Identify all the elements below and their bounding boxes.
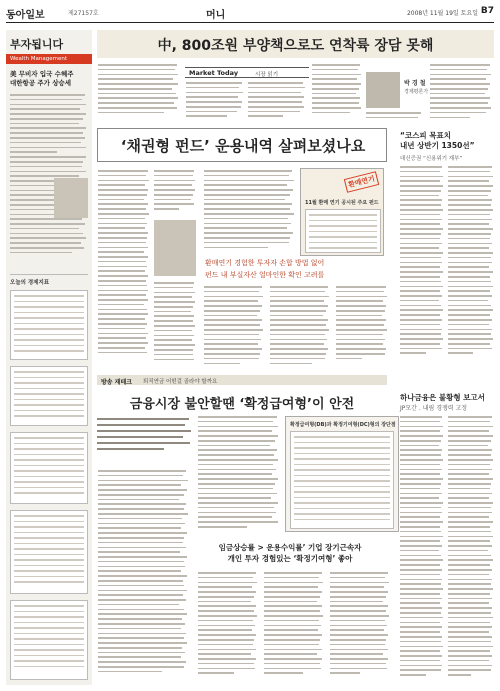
- fund-article-text-col-4: [204, 170, 296, 254]
- right-headline-1-line-2: 내년 상반기 1350선”: [400, 141, 475, 150]
- right-article-subhead-2: JP모간 . 내림 경쟁력 고정: [400, 405, 468, 412]
- sidebar-photo: [54, 178, 88, 218]
- sidebar-headline: [10, 70, 90, 88]
- fund-infobox-table: [305, 209, 381, 253]
- fund-subheadline-1: 환매연기 경험한 투자자 손합 방법 없어: [205, 259, 325, 267]
- redemption-delay-stamp: 환매연기: [344, 171, 379, 193]
- pension-column-label: 방송 재테크: [101, 378, 133, 386]
- banner-headline-box: [97, 30, 494, 58]
- pension-headline: 금융시장 불안할땐 ‘확정급여형’이 안전: [129, 397, 355, 412]
- indicator-table-3: [10, 432, 88, 504]
- fund-article-text-col-5: [204, 286, 264, 370]
- market-column-text-col-3: [312, 64, 362, 122]
- fund-subheadline-2: 펀드 내 부실자산 얼마인한 확인 고려를: [205, 271, 325, 279]
- pull-quote-line-2: 개인 투자 경험있는 ‘확정기여형’ 좋아: [227, 554, 353, 563]
- section-title: 머니: [206, 10, 226, 21]
- page-number: B7: [480, 6, 494, 16]
- pension-article-text-col-3: [198, 572, 258, 684]
- right-headline-1-line-1: “코스피 목표치: [400, 131, 452, 140]
- sidebar-subtitle: Wealth Management: [6, 54, 92, 64]
- right-article-text-col-1: [400, 166, 444, 372]
- masthead: [6, 5, 494, 23]
- main-headline-box: [97, 128, 387, 162]
- fund-article-text-col-3: [154, 282, 196, 370]
- sidebar-headline-line-1: 美 무비자 입국 수혜주: [10, 70, 74, 78]
- market-column-text-col-4: [366, 112, 424, 124]
- pension-article-text-col-2: [198, 416, 280, 538]
- left-sidebar: [6, 30, 92, 685]
- fund-infobox-title: 11월 환매 연기 공시된 주요 펀드: [305, 200, 379, 206]
- author-name: 박 경 철: [404, 80, 426, 87]
- fund-article-photo: [154, 220, 196, 276]
- pension-comparison-table: [290, 431, 394, 529]
- fund-article-text-col-6: [270, 286, 330, 370]
- market-column-text-col-5: [430, 64, 492, 124]
- indicator-table-4: [10, 510, 88, 594]
- pension-column-header-bar: [97, 375, 387, 385]
- sidebar-divider: [10, 274, 88, 275]
- right-article-headline-1: [400, 131, 494, 151]
- right-article-text-col-3: [400, 416, 444, 684]
- fund-article-text-col-1: [98, 170, 150, 370]
- publication-date: 2008년 11월 19일 토요일: [406, 10, 478, 17]
- fund-article-text-col-7: [336, 286, 388, 370]
- banner-headline: 中, 800조원 부양책으로도 연착륙 장담 못해: [157, 38, 434, 54]
- pull-quote-line-1: 임금상승률 > 운용수익률’ 기업 장기근속자: [218, 543, 362, 552]
- author-photo: [366, 72, 400, 108]
- right-article-text-col-2: [448, 166, 494, 372]
- fund-article-text-col-2: [154, 170, 196, 216]
- main-headline: ‘채권형 펀드’ 운용내역 살펴보셨나요: [120, 137, 366, 155]
- economic-indicators-title: 오늘의 경제지표: [10, 280, 50, 286]
- sidebar-headline-line-2: 대한항공 주가 상승세: [10, 79, 72, 87]
- pension-article-text-col-5: [330, 572, 390, 684]
- column-label: Market Today: [189, 69, 239, 77]
- indicator-table-1: [10, 290, 88, 360]
- column-sublabel: 시장 읽기: [255, 71, 279, 78]
- column-header-bar: [185, 67, 309, 78]
- issue-number: 제27157호: [68, 10, 99, 17]
- pension-article-text-col-4: [264, 572, 324, 684]
- indicator-table-5: [10, 600, 88, 680]
- pension-intro: [97, 418, 193, 462]
- pension-column-sublabel: 퇴직연금 어떤걸 골라야 할까요: [143, 378, 218, 385]
- market-column-text-col-1: [186, 82, 244, 122]
- market-column-text-col-2: [248, 82, 306, 122]
- pension-article-text-col-1: [98, 470, 190, 684]
- right-article-headline-2: 하나금융은 불황형 보고서: [400, 393, 485, 402]
- right-article-subhead-1: 대신증권 “신용위기 재부”: [400, 156, 463, 162]
- pension-comparison-box: [285, 416, 399, 532]
- right-article-text-col-4: [448, 416, 494, 684]
- sidebar-title: 부자됩니다: [10, 38, 64, 51]
- china-article-text-col-1: [98, 64, 180, 120]
- newspaper-logo: 동아일보: [6, 10, 45, 21]
- author-role: 경제평론가: [404, 89, 429, 95]
- indicator-table-2: [10, 366, 88, 426]
- pension-comparison-title: 확정급여형(DB)과 확정기여형(DC)형의 장단점: [290, 422, 396, 428]
- pension-pull-quote: [198, 542, 382, 566]
